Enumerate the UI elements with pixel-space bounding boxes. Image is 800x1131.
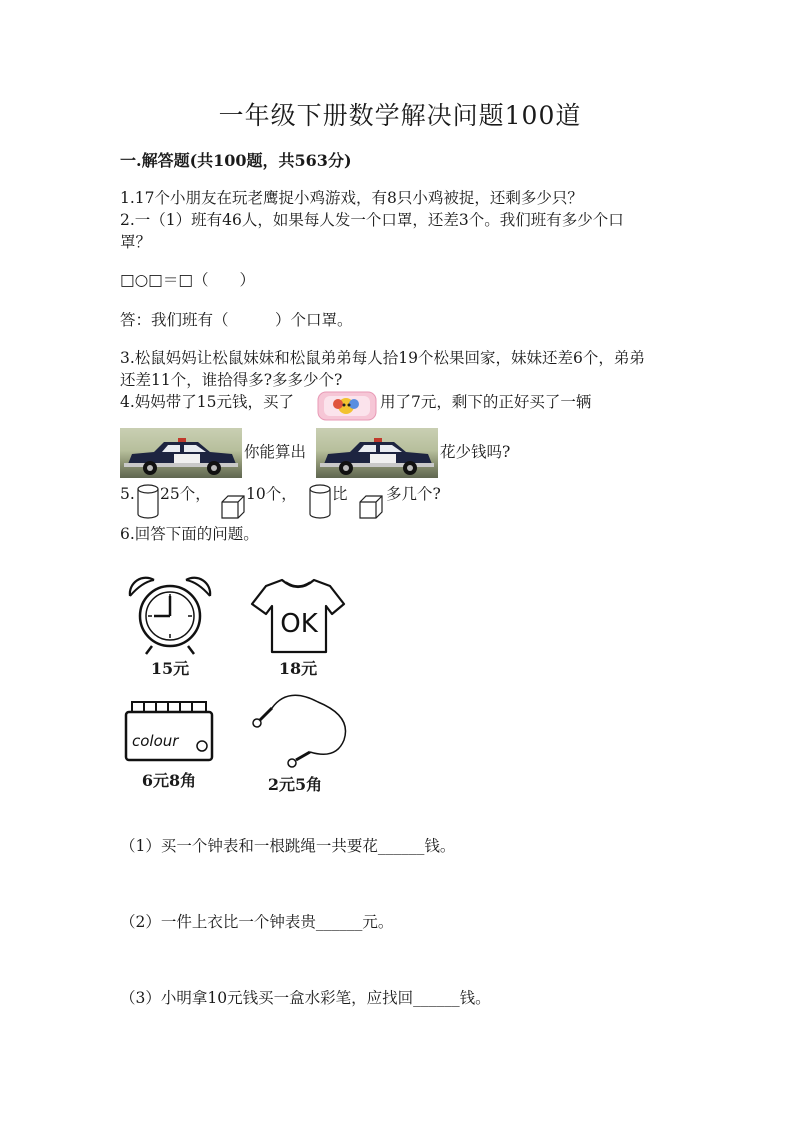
- question-6-3: （3）小明拿10元钱买一盒水彩笔，应找回______钱。: [120, 989, 491, 1007]
- question-6: 6.回答下面的问题。: [120, 525, 259, 543]
- police-car-image: [316, 428, 438, 478]
- pens-box-text: colour: [132, 732, 179, 750]
- alarm-clock-image: [124, 574, 216, 660]
- question-1: 1.17个小朋友在玩老鹰捉小鸡游戏，有8只小鸡被捉，还剩多少只？: [120, 189, 583, 207]
- question-2-formula: □○□＝□（ ）: [120, 271, 255, 289]
- pencil-case-image: [316, 386, 378, 426]
- question-4-part-3: 你能算出: [244, 443, 307, 461]
- question-3-line-1: 3.松鼠妈妈让松鼠妹妹和松鼠弟弟每人拾19个松果回家，妹妹还差6个，弟弟: [120, 349, 645, 367]
- question-2-line-1: 2.一（1）班有46人，如果每人发一个口罩，还差3个。我们班有多少个口: [120, 211, 624, 229]
- question-5-text-c: 比: [332, 485, 348, 503]
- pens-price: 6元8角: [141, 771, 197, 790]
- question-5-text-d: 多几个?: [386, 485, 441, 503]
- rope-price: 2元5角: [267, 775, 323, 794]
- cylinder-icon: [136, 484, 160, 524]
- question-2-line-2: 罩？: [120, 233, 152, 251]
- question-3-line-2: 还差11个，谁拾得多?多多少个?: [120, 371, 343, 389]
- shirt-text: OK: [280, 609, 318, 639]
- question-4-part-1: 4.妈妈带了15元钱，买了: [120, 393, 295, 411]
- page-title: 一年级下册数学解决问题100道: [218, 101, 582, 130]
- question-6-1: （1）买一个钟表和一根跳绳一共要花______钱。: [120, 837, 456, 855]
- jump-rope-image: [248, 690, 358, 772]
- watercolor-pens-box-image: [122, 694, 216, 768]
- question-5-text-b: 10个，: [246, 485, 297, 503]
- police-car-image: [120, 428, 242, 478]
- shirt-price: 18元: [278, 659, 318, 678]
- cube-icon: [220, 494, 246, 524]
- question-5-number: 5.: [120, 485, 135, 503]
- question-4-part-2: 用了7元，剩下的正好买了一辆: [380, 393, 592, 411]
- question-6-2: （2）一件上衣比一个钟表贵______元。: [120, 913, 394, 931]
- question-5-text-a: 25个，: [160, 485, 211, 503]
- cylinder-icon: [308, 484, 332, 524]
- clock-price: 15元: [150, 659, 190, 678]
- cube-icon: [358, 494, 384, 524]
- question-4-part-4: 花少钱吗?: [440, 443, 511, 461]
- section-heading: 一.解答题(共100题，共563分): [120, 151, 352, 170]
- question-2-answer: 答：我们班有（ ）个口罩。: [120, 311, 353, 329]
- t-shirt-image: [248, 574, 348, 660]
